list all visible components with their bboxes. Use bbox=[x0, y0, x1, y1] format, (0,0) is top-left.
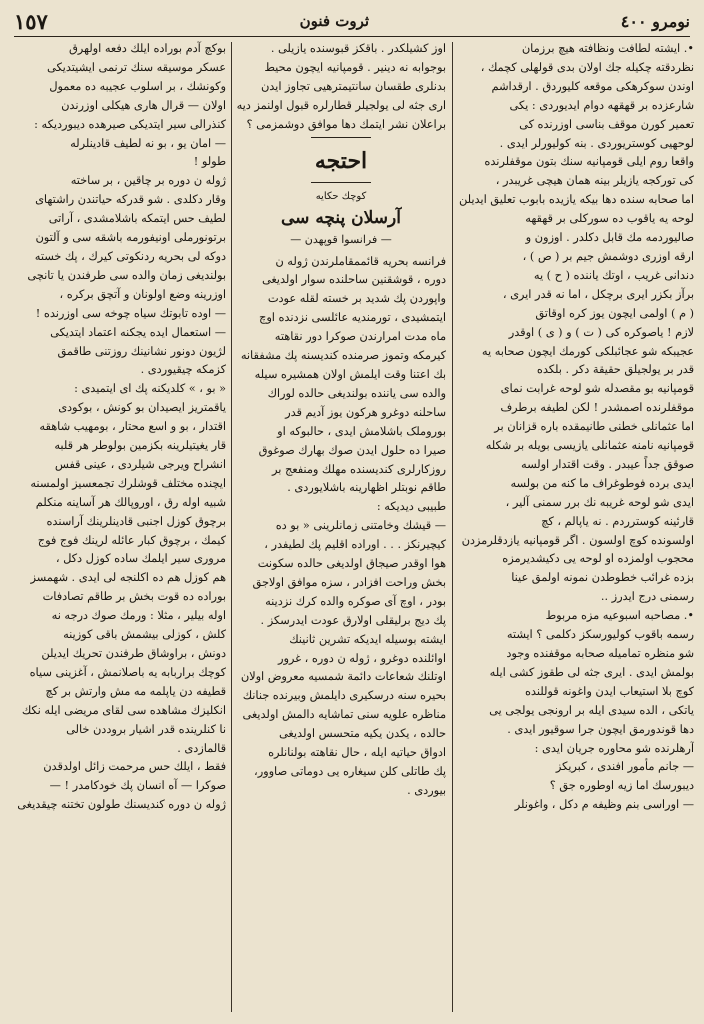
text-line: روزکارلری کندیسنده مهلك ومنفعج بر bbox=[272, 462, 446, 476]
text-line: هم کوزل هم ده اکلنجه لی ایدی . شهمسز bbox=[30, 571, 226, 585]
text-line: اوله بیلیر ، مثلا : ورمك صوك درجه نه bbox=[51, 609, 226, 623]
text-line: اولسونده کوچ اولسون . اگر قومپانیه یازدقلرمزدن bbox=[461, 533, 694, 547]
text-line: صوکرا — آه انسان پك خودکامدر ! — bbox=[49, 779, 226, 793]
text-line: آرهلرنده شو محاوره جریان ایدی : bbox=[534, 741, 694, 755]
text-line: پك طاتلی کلن سیغاره یی دوماتی صاوور، bbox=[254, 765, 446, 778]
text-line: اوندن سوکرهکی موقعه کلیوردق . ارقداشم bbox=[491, 79, 694, 93]
text-line: برتونورملی اونیفورمه باشقه سی و آلتون bbox=[35, 231, 226, 245]
text-line: موقفلرنده اصمشدر ! لکن لطیفه برطرف bbox=[500, 401, 694, 415]
text-line: ایدی شو لوحه غریبه نك برر سمنی آلیر ، bbox=[505, 495, 694, 509]
text-line: صالیوردمه مك قابل دکلدر . اوزون و bbox=[525, 231, 694, 245]
text-line: برآز بکزر ایری برچکل ، اما نه قدر ایری ، bbox=[502, 287, 694, 301]
text-line: اوتلنك شعاعات دائمة شمسیه معروض اولان bbox=[240, 670, 446, 684]
text-line: ماه مدت امرارندن صوکرا دور نقاهته bbox=[274, 330, 446, 344]
text-line: کنذرالی سیر ایتدیکی صیرهده دیبوردیکه : bbox=[34, 117, 226, 131]
text-line: ژوله ن دوره بر چاقین ، بر ساخته bbox=[70, 174, 226, 188]
text-line: کیرمکه وتموز صرمنده کندیسنه پك مشفقانه bbox=[240, 349, 446, 363]
text-line: کوچك براربابه یه باصلانمش ، آغزینی سیاه bbox=[29, 665, 226, 679]
text-line: دیبورسك اما زیه اوطوره جق ؟ bbox=[549, 779, 694, 793]
text-line: اما عثمانلی خطنی طانیمقده باره قزانان بر bbox=[494, 420, 694, 434]
text-line: شو منظره تمامیله صحابه موقفنده وجود bbox=[506, 647, 694, 660]
text-line: ایشته بوسیله ایدیکه تشرین ثانینك bbox=[289, 632, 446, 646]
left-column bbox=[14, 40, 226, 1012]
journal-title: ثروت فنون bbox=[299, 12, 370, 30]
text-line: واپوردن پك شدید بر خسته لقله عودت bbox=[267, 292, 446, 306]
text-line: فقط ، ایلك حس مرحمت زائل اولدقدن bbox=[43, 760, 226, 774]
text-line: لوحه یه یاقوب ده سورکلی بر قهقهه bbox=[525, 212, 694, 226]
middle-column bbox=[236, 40, 446, 1012]
text-line: تعمیر کورن موقف بناسی اوزرنده کی bbox=[519, 117, 694, 131]
text-line: برچوق کوزل اجنبی قادینلرینك آراسنده bbox=[46, 514, 226, 528]
text-line: بوجوابه نه دینیر . قومپانیه ایچون محیط bbox=[264, 60, 446, 74]
text-line: وکونشك ، بر اسلوب عجیبه ده معمول bbox=[49, 79, 226, 93]
text-line: دوکه لی بحریه ردنکوتی کیرك ، پك خسته bbox=[34, 249, 226, 263]
text-line: نا کنلرینده قدر اشیار بروددن خالی bbox=[66, 722, 226, 736]
text-line: هوا اوقدر صیجاق اولدیغی حالده سکونت bbox=[257, 557, 446, 571]
text-line: بحیره سنه درسکیری دایلمش وبیرنده جنانك bbox=[242, 689, 446, 703]
column-divider-left bbox=[231, 42, 232, 1012]
text-line: — اوده تابوتك سیاه چوخه سی اوزرنده ! bbox=[35, 306, 226, 320]
text-line: لازم ! یاصوکره کی ( ت ) و ( ی ) اوقدر bbox=[508, 325, 694, 339]
text-line: ساحلنه دوغرو هرکون یوز آدیم قدر bbox=[285, 405, 446, 419]
text-line: اوزرینه وضع اولونان و آتچق برکره ، bbox=[59, 287, 226, 301]
text-line: واقعا روم ایلی قومپانیه سنك بتون موقفلرنده bbox=[484, 155, 694, 169]
text-line: حالده ، یکدن یکیه متحسس اولدیغی bbox=[279, 727, 446, 741]
text-line: رسمه باقوب کولیورسکز دکلمی ؟ ایشته bbox=[506, 628, 694, 642]
text-line: قدر بر یولجیلق حقیقة دکر . بلکده bbox=[536, 363, 694, 377]
text-line: دونش ، براوشاق طرفندن تحریك ایدیلن bbox=[41, 647, 226, 660]
section-divider bbox=[311, 182, 371, 183]
text-line: کوچ بلا استیعاب ایدن واغونه قوللنده bbox=[524, 684, 694, 698]
text-line: شارعزده بر قهقهه دوام ایدیوردی : یکی bbox=[509, 98, 694, 112]
right-column bbox=[458, 40, 694, 1012]
text-line: طولو ! bbox=[193, 155, 226, 169]
text-line: — جانم مأمور افندی ، کبریکز bbox=[555, 760, 694, 774]
text-line: لژیون دونور نشانینك روزتنی طاقمق bbox=[57, 344, 226, 358]
text-line: •. مصاحبه اسبوعیه مزه مربوط bbox=[545, 609, 694, 623]
text-line: اقتدار ، بو و اسع محتار ، بومهیب شاهقه bbox=[39, 420, 226, 434]
text-line: قارئینه کوسترردم . نه یاپالم ، کچ bbox=[541, 514, 694, 528]
text-line: ژوله ن دوره کندیسنك طولون تختنه چیقدیغی bbox=[17, 798, 226, 812]
text-line: ارقه اوزری دوشمش جیم بر ( ص ) ، bbox=[522, 249, 694, 263]
page-number: ١٥٧ bbox=[14, 8, 48, 34]
text-line: بخش وراحت افزادر ، سزه موافق اولاجق bbox=[252, 575, 446, 589]
text-line: « بو ، » کلدیکنه پك ای ایتمیدی : bbox=[74, 382, 226, 396]
text-line: ایدی برده فوطوغراف ما کنه من بولسه bbox=[510, 476, 694, 490]
story-title: آرسلان پنچه سی bbox=[280, 207, 401, 228]
text-line: عجیبکه شو عجائبلکی کورمك ایچون صحابه یه bbox=[481, 344, 694, 358]
text-line: ( م ) اولمی ایچون یوز کره اوقاتق bbox=[535, 306, 694, 320]
text-line: بوروملک باشلامش ایدی ، حالبوکه او bbox=[277, 424, 446, 438]
text-line: •. ایشته لطافت ونظافته هیچ برزمان bbox=[521, 42, 694, 55]
text-line: عسکر موسیقه سنك ترنمی ایشیتدیکی bbox=[47, 60, 226, 74]
text-line: قالمازدی . bbox=[177, 741, 226, 755]
text-line: قومپانیه نامنه عثمانلی یازیسی بویله بر شکله bbox=[485, 439, 694, 453]
text-line: طاقم نوبتلر اظهارینه باشلایوردی . bbox=[287, 481, 446, 495]
section-title: احتجه bbox=[314, 147, 368, 174]
text-line: ایچنده مختلف قوشلرك تجمعسیز اولمسنه bbox=[30, 476, 226, 490]
text-line: والده سی یاننده بولندیغی حالده لوراك bbox=[267, 386, 446, 400]
text-line: کزمکه چیقیوردی . bbox=[140, 363, 226, 377]
text-line: یاتکی ، الده سیدی ایله بر ارونجی یولجی یی bbox=[489, 703, 694, 717]
text-line: وقار دکلدی . شو قدرکه حیاتندن راشتهای bbox=[35, 193, 226, 207]
text-line: کیمك ، برچوق کبار عائله لرینك فوج فوج bbox=[37, 533, 226, 547]
text-line: کیچیرنکز . . . اوراده اقلیم پك لطیفدر ، bbox=[264, 538, 446, 552]
text-line: قار یغیتیلرینه بکزمین بولوطر هر قلبه bbox=[54, 439, 226, 453]
story-subtitle: — فرانسوا قوپهدن — bbox=[290, 232, 392, 246]
text-line: دوره ، قوشقنین ساحلنده سوار اولدیغی bbox=[261, 273, 446, 287]
text-line: بك اعتنا وقت ایلمش اولان همشیره سیله bbox=[254, 367, 446, 381]
text-line: بولندیغی زمان والده سی طرفندن یا تانچی bbox=[27, 268, 226, 282]
text-line: دها قوندورمق ایچون جرا سوقیور ایدی . bbox=[507, 722, 694, 736]
text-line: قطیفه دن یاپلمه مه مش وارتش بر کچ bbox=[45, 684, 226, 698]
text-line: — امان یو ، بو نه لطیف قادینلرله bbox=[70, 136, 226, 150]
text-line: ایتمشیدی ، تورمندیه عائلسی نزدنده اوچ bbox=[259, 311, 446, 325]
text-line: — استعمال ایده یجکنه اعتماد ایتدیکی bbox=[50, 325, 226, 339]
text-line: انکلیزك مشاهده سی لقای مریضی ایله نكك bbox=[21, 703, 226, 717]
text-line: مروری سیر ایلمك ساده کوزل دکل ، bbox=[55, 552, 226, 566]
text-line: اوائلنده دوغرو ، ژوله ن دوره ، غرور bbox=[277, 651, 446, 665]
text-line: کلش ، کوزلی بیشمش باقی کوزینه bbox=[63, 628, 226, 642]
text-line: بزده غرائب خطوطدن نمونه اولمق عینا bbox=[511, 571, 694, 585]
text-line: بوراده ده قوت بخش بر طاقم تصادفات bbox=[42, 590, 226, 604]
text-line: کی تورکجه یازیلر بینه همان هیچی غریبدر ، bbox=[495, 174, 694, 188]
header-rule bbox=[14, 36, 690, 37]
text-line: رسمنی درج ایدرز .. bbox=[600, 590, 694, 604]
text-line: محجوب اولمزده او لوحه یی دکیشدیرمزه bbox=[502, 552, 694, 566]
text-line: اما صحابه سنده دها بیکه یازیده بابوب تعلیق ایدیلن bbox=[459, 193, 694, 207]
text-line: — اوراسی بنم وظیفه م دکل ، واغونلر bbox=[514, 798, 694, 812]
text-line: صوقق جداً عیبدر . وقت اقتدار اولسه bbox=[521, 457, 694, 471]
page-header bbox=[14, 8, 690, 34]
text-line: دندانی غریب ، اوتك یاننده ( ح ) یه bbox=[533, 268, 694, 282]
text-line: قومپانیه بو مقصدله شو لوحه غرابت نمای bbox=[500, 382, 694, 396]
text-line: — قیشك وخامتنی زمانلرینی « بو ده bbox=[275, 519, 446, 533]
text-line: یاقمتریز ایصیدان بو کونش ، بوکودی bbox=[58, 401, 226, 415]
text-line: لطیف حس ایتمکه باشلامشدی ، آراتی bbox=[48, 212, 226, 226]
text-line: ادواق حیاتیه ایله ، حال نقاهته بولنانلره bbox=[268, 746, 446, 760]
text-line: بدنلری طقسان سانتیمترهیی تجاوز ایدن bbox=[260, 79, 446, 93]
text-line: بوکچ آدم بوراده ایلك دفعه اولهرق bbox=[68, 42, 226, 55]
text-line: براعلان نشر ایتمك دها موافق دوشمزمی ؟ bbox=[246, 117, 446, 131]
column-divider-right bbox=[452, 42, 453, 1012]
text-line: اری جثه لی یولجیلر قطارلره قبول اولنمز دیه bbox=[236, 98, 446, 112]
text-line: انشراح ویرجی شیلردی ، عینی قفس bbox=[54, 457, 226, 471]
text-line: بیوردی . bbox=[407, 783, 446, 797]
text-line: بودر ، اوچ آی صوکره والده کرك نزدینه bbox=[265, 594, 446, 608]
section-divider bbox=[311, 137, 371, 138]
text-line: بولمش ایدی . ایری جثه لی طقوز کشی ایله bbox=[489, 665, 694, 679]
text-line: نظردقته چکیله جك اولان بدی قولهلی کچمك ، bbox=[480, 60, 694, 74]
story-body bbox=[236, 253, 446, 801]
text-line: لوحهیی کوستریوردی . بنه کولیورلر ایدی . bbox=[499, 136, 694, 150]
text-line: اوز کشیلکدر . باقکز قبوسنده یازیلی . bbox=[270, 42, 446, 55]
text-line: شبیه اوله رق ، اوروپالك هر آساینه منکلم bbox=[35, 495, 226, 509]
text-line: اولان — قرال هاری هیکلی اوزرندن bbox=[61, 98, 226, 112]
text-line: صیرا ده حلول ایدن صوك بهارك صوغوق bbox=[258, 443, 446, 457]
story-label: کوچك حکایه bbox=[315, 190, 367, 202]
issue-number: نومرو ٤٠٠ bbox=[620, 11, 690, 31]
text-line: پك دیج برلیقلی اولارق عودت ایدرسکز . bbox=[260, 613, 446, 627]
text-line: مناظره علویه سنی تماشایه دالمش اولدیغی bbox=[242, 708, 446, 722]
middle-top-text bbox=[236, 40, 446, 135]
text-line: فرانسه بحریه قائممقاملرندن ژوله ن bbox=[275, 254, 446, 268]
text-line: طبیبی دیدیکه : bbox=[376, 500, 446, 514]
